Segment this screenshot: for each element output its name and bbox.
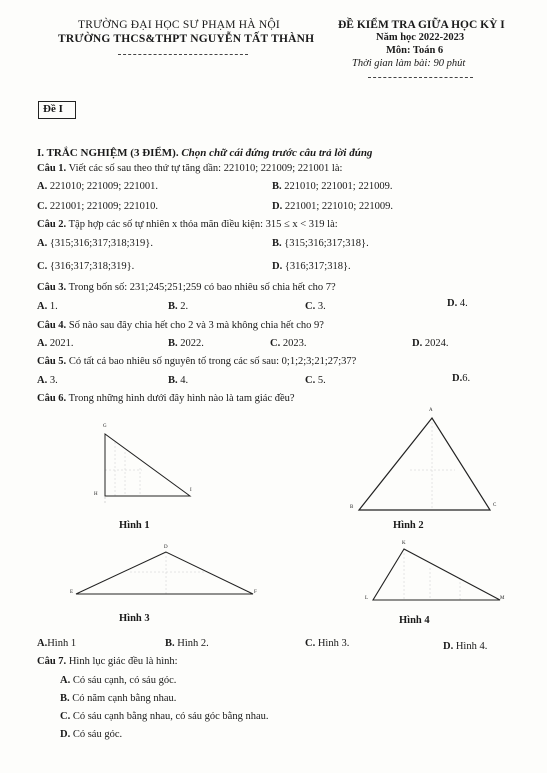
option-text: Hình 2.	[177, 638, 209, 649]
option-letter: A.	[37, 301, 48, 312]
question-text: Trong những hình dưới đây hình nào là tam giác đều?	[68, 393, 295, 404]
option-letter: D.	[443, 641, 454, 652]
option-letter: C.	[305, 375, 316, 386]
option-letter: B.	[60, 693, 70, 704]
exam-code: Đề I	[43, 103, 63, 115]
option-letter: C.	[270, 338, 281, 349]
option-letter: D.	[412, 338, 423, 349]
option-letter: C.	[305, 638, 316, 649]
option-text: Hình 4.	[455, 641, 488, 652]
figure-4-caption: Hình 4	[399, 615, 430, 626]
option-letter: A.	[37, 238, 48, 249]
time-limit: Thời gian làm bài: 90 phút	[352, 58, 466, 69]
question-text: Trong bốn số: 231;245;251;259 có bao nhiêu số chia hết cho 7?	[68, 282, 336, 293]
option-text: {315;316;317;318;319}.	[49, 238, 153, 249]
school-year: Năm học 2022-2023	[376, 32, 465, 43]
question-label: Câu 4.	[37, 320, 67, 331]
option-letter: D.	[447, 298, 458, 309]
option-letter: A.	[37, 375, 48, 386]
option-text: 221010; 221009; 221001.	[49, 181, 159, 192]
option-text: 2021.	[49, 338, 74, 349]
vertex-a-label: A	[429, 408, 433, 413]
option-letter: D.	[272, 201, 283, 212]
option-text: {316;317;318;319}.	[49, 261, 135, 272]
option-text: {315;316;317;318}.	[284, 238, 369, 249]
option-letter: D.	[272, 261, 283, 272]
q6-option-a	[37, 638, 76, 649]
school-line-2: TRƯỜNG THCS&THPT NGUYỄN TẤT THÀNH	[58, 33, 315, 45]
figure-4-triangle	[373, 549, 500, 600]
option-letter: B.	[168, 338, 178, 349]
option-text: 221001; 221010; 221009.	[284, 201, 394, 212]
vertex-l-label: L	[365, 596, 369, 601]
figure-2-caption: Hình 2	[393, 520, 424, 531]
school-line-1: TRƯỜNG ĐẠI HỌC SƯ PHẠM HÀ NỘI	[78, 19, 280, 31]
option-text: 2022.	[180, 338, 204, 349]
option-text: 221010; 221001; 221009.	[284, 181, 393, 192]
option-letter: A.	[37, 338, 48, 349]
vertex-e-label: E	[70, 590, 74, 595]
vertex-f-label: F	[254, 590, 257, 595]
question-label: Câu 2.	[37, 219, 67, 230]
question-label: Câu 7.	[37, 656, 67, 667]
option-text: Có sáu cạnh, có sáu góc.	[72, 675, 177, 686]
figure-2-triangle	[359, 418, 490, 510]
option-text: 221001; 221009; 221010.	[49, 201, 159, 212]
option-text: Hình 3.	[317, 638, 350, 649]
option-text: 5.	[317, 375, 326, 386]
option-text: 4.	[180, 375, 189, 386]
option-text: 3.	[317, 301, 326, 312]
figure-1-caption: Hình 1	[119, 520, 150, 531]
question-text: Viết các số sau theo thứ tự tăng dần: 221010; 221009; 221001 là:	[68, 163, 343, 174]
question-text: Số nào sau đây chia hết cho 2 và 3 mà không chia hết cho 9?	[68, 320, 324, 331]
vertex-c-label: C	[493, 503, 497, 508]
vertex-i-label: I	[190, 488, 192, 493]
vertex-b-label: B	[350, 505, 354, 510]
option-text: 2024.	[424, 338, 449, 349]
option-text: Có sáu cạnh bằng nhau, có sáu góc bằng nhau.	[72, 711, 269, 722]
option-letter: B.	[168, 375, 178, 386]
figure-1-triangle	[105, 434, 190, 503]
option-text: 1.	[49, 301, 58, 312]
option-letter: C.	[37, 201, 48, 212]
vertex-g-label: G	[103, 424, 107, 429]
figure-3-triangle	[76, 552, 253, 594]
vertex-k-label: K	[402, 541, 406, 546]
q7-option-a	[60, 675, 176, 686]
section-title: I. TRẮC NGHIỆM (3 ĐIỂM).	[37, 147, 179, 159]
option-text: {316;317;318}.	[284, 261, 351, 272]
option-letter: D.	[452, 373, 463, 384]
option-letter: A.	[37, 181, 48, 192]
option-text: 2023.	[282, 338, 307, 349]
q7-option-c	[60, 711, 269, 722]
q7-option-b	[60, 693, 176, 704]
option-letter: C.	[60, 711, 71, 722]
option-letter: C.	[37, 261, 48, 272]
option-letter: B.	[168, 301, 178, 312]
exam-title: ĐỀ KIỂM TRA GIỮA HỌC KỲ I	[338, 19, 505, 31]
q6-option-d	[443, 641, 487, 652]
q7-option-d	[60, 729, 122, 740]
q6-option-b	[165, 638, 209, 649]
q6-option-c	[305, 638, 349, 649]
option-text: 4.	[459, 298, 468, 309]
subject: Môn: Toán 6	[386, 45, 444, 56]
question-label: Câu 1.	[37, 163, 67, 174]
vertex-h-label: H	[94, 492, 98, 497]
question-text: Có tất cả bao nhiêu số nguyên tố trong các số sau: 0;1;2;3;21;27;37?	[68, 356, 357, 367]
option-text: Có sáu góc.	[72, 729, 123, 740]
option-letter: B.	[272, 181, 282, 192]
option-text: 3.	[49, 375, 58, 386]
option-letter: D.	[60, 729, 71, 740]
option-letter: A.	[60, 675, 71, 686]
figure-3-caption: Hình 3	[119, 613, 150, 624]
question-label: Câu 3.	[37, 282, 67, 293]
section-instruction: Chọn chữ cái đứng trước câu trả lời đúng	[181, 147, 373, 159]
question-7	[37, 656, 178, 667]
option-letter: B.	[165, 638, 175, 649]
question-text: Hình lục giác đều là hình:	[68, 656, 178, 667]
option-text: Có năm cạnh bằng nhau.	[72, 693, 177, 704]
question-label: Câu 6.	[37, 393, 67, 404]
option-text: 2.	[180, 301, 189, 312]
option-text: 6.	[462, 373, 471, 384]
vertex-d-label: D	[164, 545, 168, 550]
option-letter: B.	[272, 238, 282, 249]
option-letter: C.	[305, 301, 316, 312]
vertex-m-label: M	[500, 596, 505, 601]
question-text: Tập hợp các số tự nhiên x thỏa mãn điều kiện: 315 ≤ x < 319 là:	[68, 219, 338, 230]
option-letter: A.	[37, 638, 48, 649]
question-label: Câu 5.	[37, 356, 67, 367]
option-text: Hình 1	[47, 638, 77, 649]
